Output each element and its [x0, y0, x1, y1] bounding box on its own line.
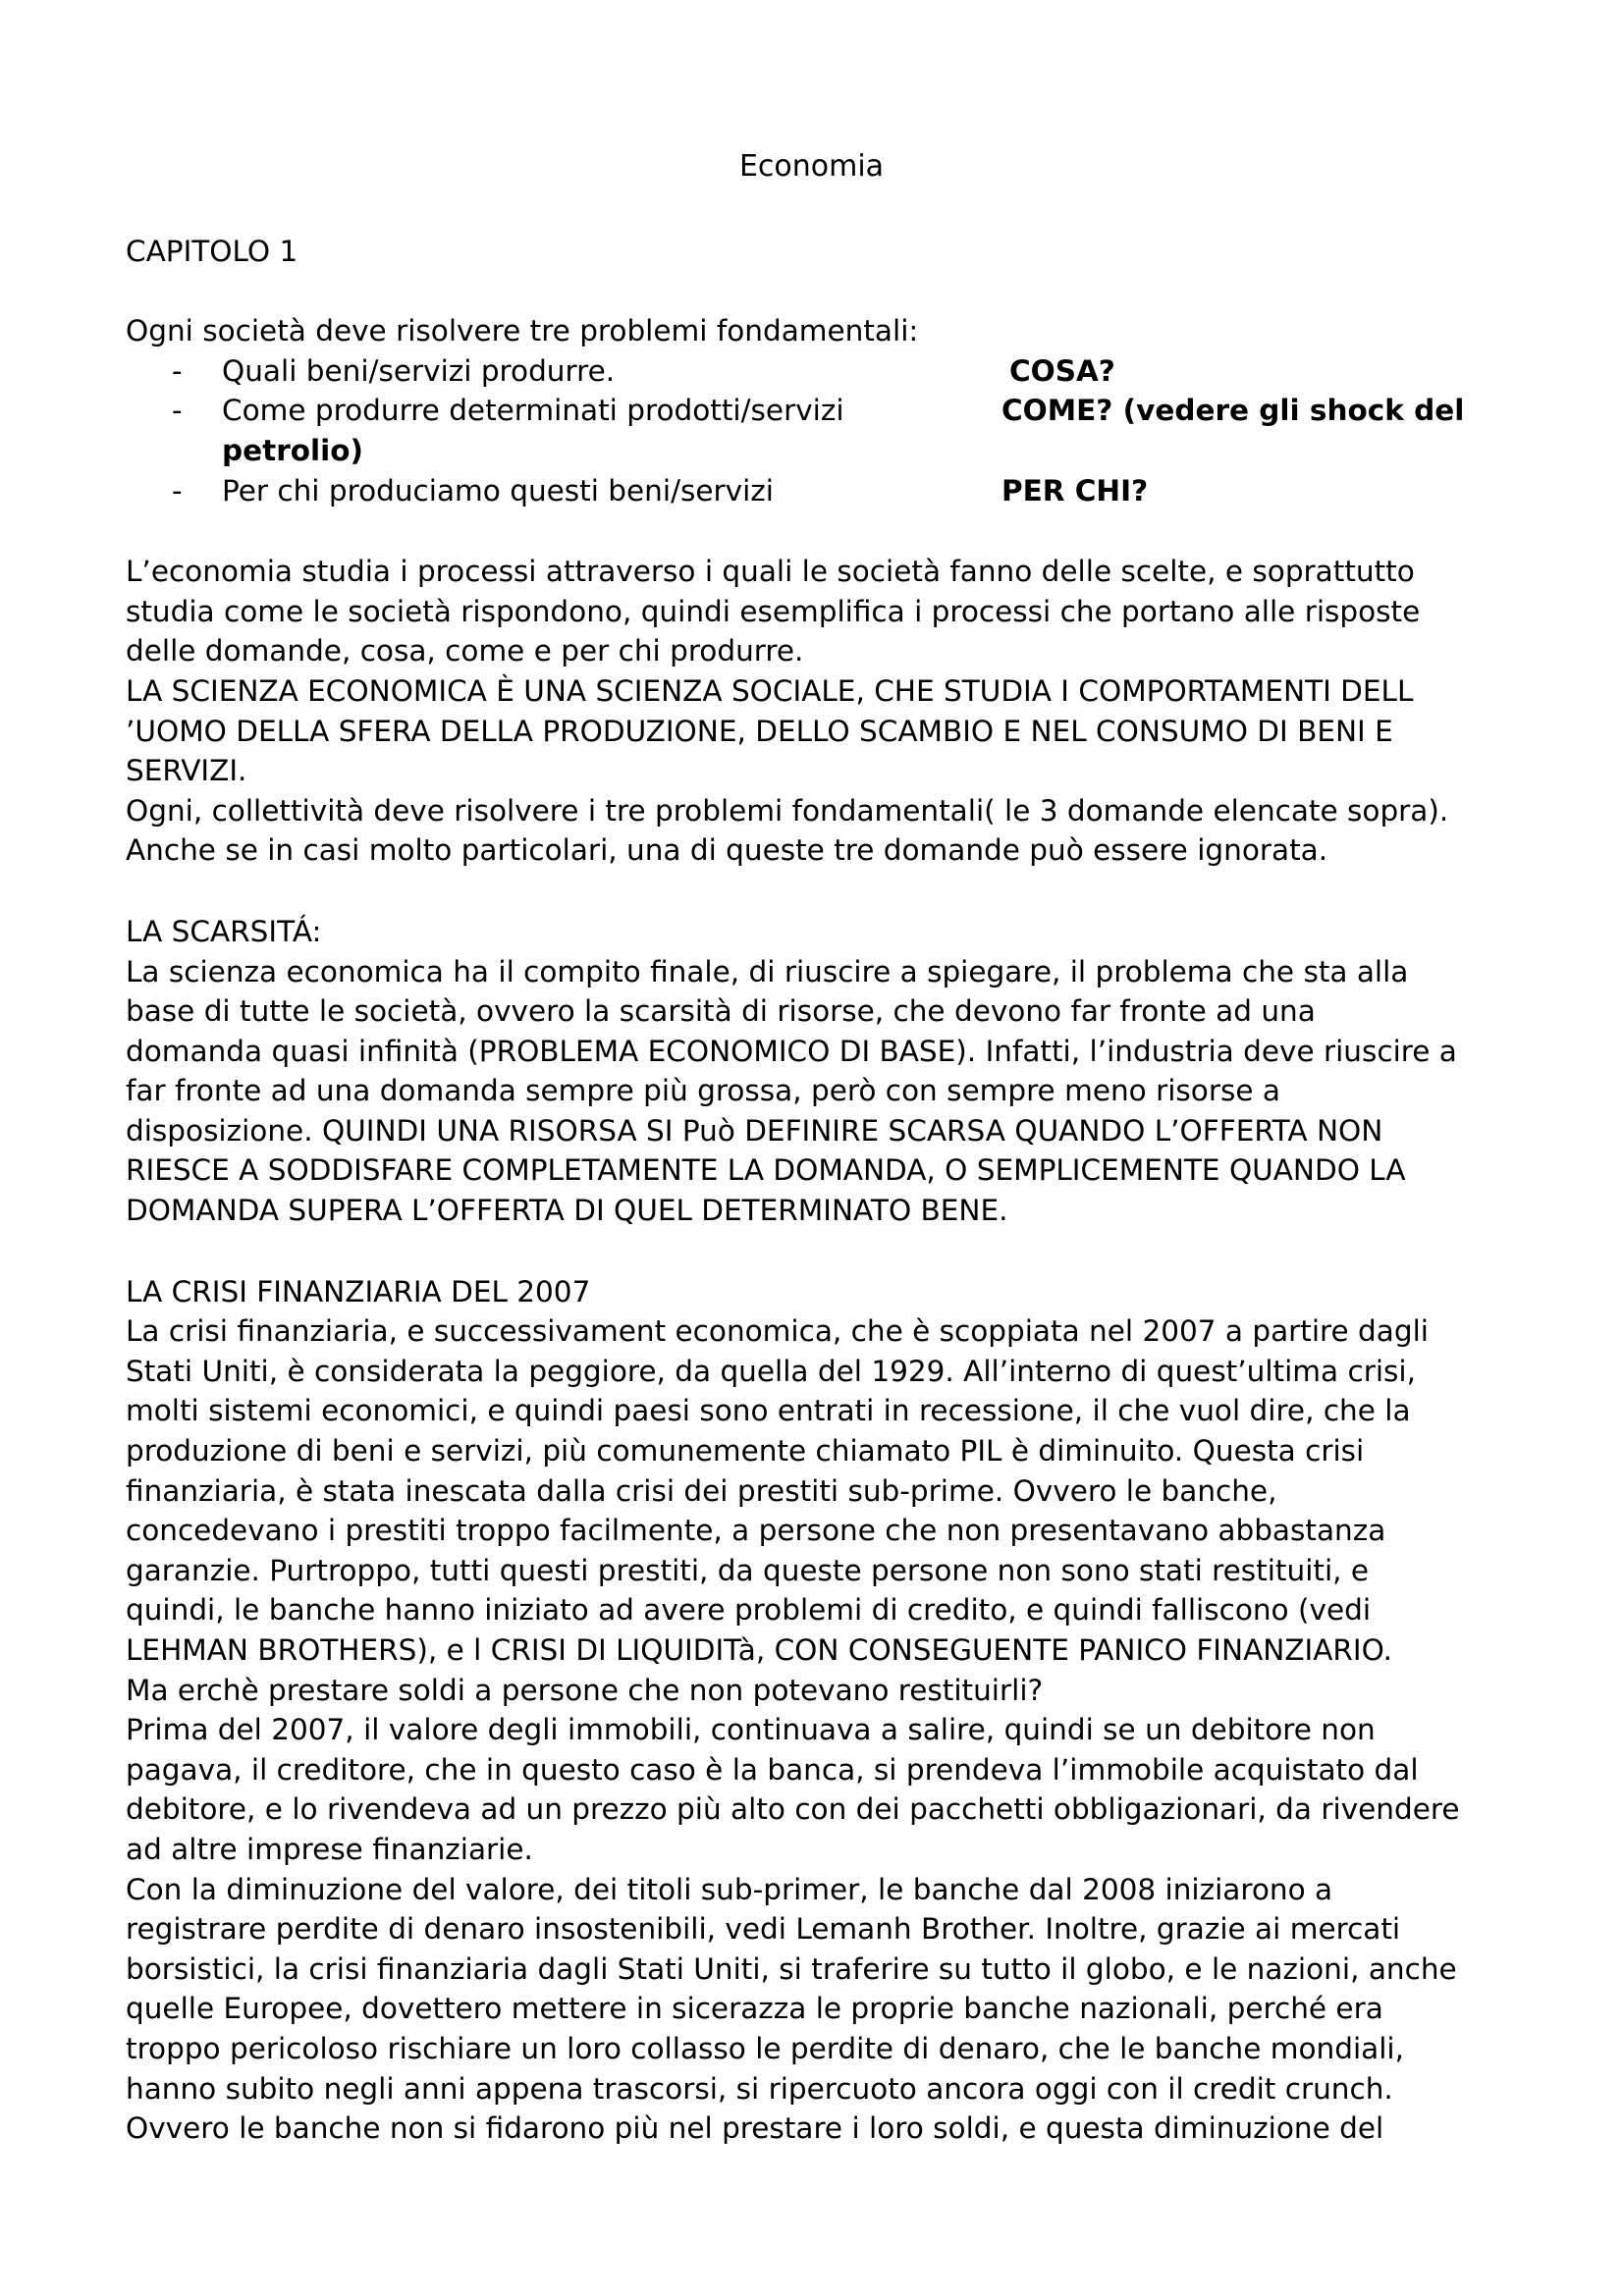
text-line: RIESCE A SODDISFARE COMPLETAMENTE LA DOMANDA, O SEMPLICEMENTE QUANDO LA — [126, 1153, 1406, 1188]
text-line: debitore, e lo rivendeva ad un prezzo più alto con dei pacchetti obbligazionari, da rivendere — [126, 1792, 1460, 1827]
text-line: domanda quasi infinità (PROBLEMA ECONOMICO DI BASE). Infatti, l’industria deve riuscire a — [126, 1034, 1457, 1068]
intro-text: Ogni società deve risolvere tre problemi fondamentali: — [126, 314, 919, 348]
text-line: LEHMAN BROTHERS), e l CRISI DI LIQUIDITà, CON CONSEGUENTE PANICO FINANZIARIO. — [126, 1633, 1393, 1667]
list-item-text: Per chi produciamo questi beni/servizi — [222, 473, 774, 507]
text-line: Prima del 2007, il valore degli immobili, continuava a salire, quindi se un debitore non — [126, 1713, 1376, 1747]
list-item-text: Quali beni/servizi produrre. — [222, 353, 616, 388]
text-line: Ma erchè prestare soldi a persone che non potevano restituirli? — [126, 1673, 1044, 1707]
chapter-heading: CAPITOLO 1 — [126, 235, 298, 268]
text-line: finanziaria, è stata inescata dalla crisi dei prestiti sub-prime. Ovvero le banche, — [126, 1473, 1277, 1508]
question-label: COSA? — [1009, 353, 1115, 388]
paragraph-scarsita — [126, 952, 1530, 1231]
text-line: quelle Europee, dovettero mettere in sicerazza le proprie banche nazionali, perché era — [126, 1992, 1383, 2026]
text-line: quindi, le banche hanno iniziato ad avere problemi di credito, e quindi falliscono (vedi — [126, 1593, 1372, 1628]
list-item-text: Come produrre determinati prodotti/servizi — [222, 394, 844, 428]
text-line: Anche se in casi molto particolari, una di queste tre domande può essere ignorata. — [126, 833, 1328, 868]
text-line: SERVIZI. — [126, 754, 247, 788]
list-item-per-chi — [126, 471, 1530, 511]
document-body — [126, 232, 1530, 2149]
question-label-continued: petrolio) — [222, 433, 364, 467]
text-line: ad altre imprese finanziarie. — [126, 1832, 533, 1866]
list-item-come — [126, 391, 1530, 470]
text-line: produzione di beni e servizi, più comunemente chiamato PIL è diminuito. Questa crisi — [126, 1434, 1365, 1468]
text-line: studia come le società rispondono, quindi esemplifica i processi che portano alle risposte — [126, 594, 1421, 628]
text-line: base di tutte le società, ovvero la scarsità di risorse, che devono far fronte ad una — [126, 994, 1316, 1029]
question-label: COME? (vedere gli shock del — [1001, 394, 1465, 428]
section-heading-scarsita: LA SCARSITÁ: — [126, 914, 322, 948]
text-line: Ovvero le banche non si fidarono più nel prestare i loro soldi, e questa diminuzione del — [126, 2111, 1384, 2146]
paragraph-economia — [126, 552, 1530, 871]
bullet-dash: - — [172, 473, 183, 507]
text-line: Stati Uniti, è considerata la peggiore, da quella del 1929. All’interno di quest’ultima crisi, — [126, 1354, 1416, 1388]
bullet-dash: - — [172, 353, 183, 388]
text-line: molti sistemi economici, e quindi paesi sono entrati in recessione, il che vuol dire, che la — [126, 1394, 1411, 1428]
text-line: La crisi finanziaria, e successivament economica, che è scoppiata nel 2007 a partire dagli — [126, 1314, 1429, 1349]
list-item-cosa — [126, 351, 1530, 392]
text-line: L’economia studia i processi attraverso i quali le società fanno delle scelte, e soprattutto — [126, 555, 1415, 589]
text-line: pagava, il creditore, che in questo caso è la banca, si prendeva l’immobile acquistato dal — [126, 1752, 1419, 1787]
text-line: Ogni, collettività deve risolvere i tre problemi fondamentali( le 3 domande elencate sopra). — [126, 793, 1449, 828]
text-line: concedevano i prestiti troppo facilmente, a persone che non presentavano abbastanza — [126, 1514, 1386, 1548]
question-label: PER CHI? — [1001, 473, 1149, 507]
text-line: delle domande, cosa, come e per chi produrre. — [126, 634, 804, 668]
text-line: hanno subito negli anni appena trascorsi, si ripercuoto ancora oggi con il credit crunch. — [126, 2071, 1393, 2106]
section-heading-crisi: LA CRISI FINANZIARIA DEL 2007 — [126, 1274, 591, 1308]
text-line: La scienza economica ha il compito finale, di riuscire a spiegare, il problema che sta alla — [126, 954, 1409, 988]
text-line: Con la diminuzione del valore, dei titoli sub-primer, le banche dal 2008 iniziarono a — [126, 1872, 1333, 1906]
text-line: disposizione. QUINDI UNA RISORSA SI Può DEFINIRE SCARSA QUANDO L’OFFERTA NON — [126, 1113, 1383, 1148]
text-line: DOMANDA SUPERA L’OFFERTA DI QUEL DETERMINATO BENE. — [126, 1194, 1008, 1228]
problems-list — [126, 351, 1530, 510]
text-line: ’UOMO DELLA SFERA DELLA PRODUZIONE, DELLO SCAMBIO E NEL CONSUMO DI BENI E — [126, 714, 1393, 748]
document-title: Economia — [738, 149, 885, 184]
text-line: LA SCIENZA ECONOMICA È UNA SCIENZA SOCIALE, CHE STUDIA I COMPORTAMENTI DELL — [126, 673, 1414, 708]
text-line: far fronte ad una domanda sempre più grossa, però con sempre meno risorse a — [126, 1074, 1280, 1108]
text-line: garanzie. Purtroppo, tutti questi prestiti, da queste persone non sono stati restituiti, e — [126, 1553, 1370, 1587]
bullet-dash: - — [172, 394, 183, 428]
paragraph-crisi — [126, 1311, 1530, 2148]
text-line: borsistici, la crisi finanziaria dagli Stati Uniti, si traferire su tutto il globo, e le nazioni, anche — [126, 1951, 1457, 1986]
text-line: registrare perdite di denaro insostenibili, vedi Lemanh Brother. Inoltre, grazie ai mercati — [126, 1912, 1401, 1947]
text-line: troppo pericoloso rischiare un loro collasso le perdite di denaro, che le banche mondiali, — [126, 2031, 1405, 2065]
